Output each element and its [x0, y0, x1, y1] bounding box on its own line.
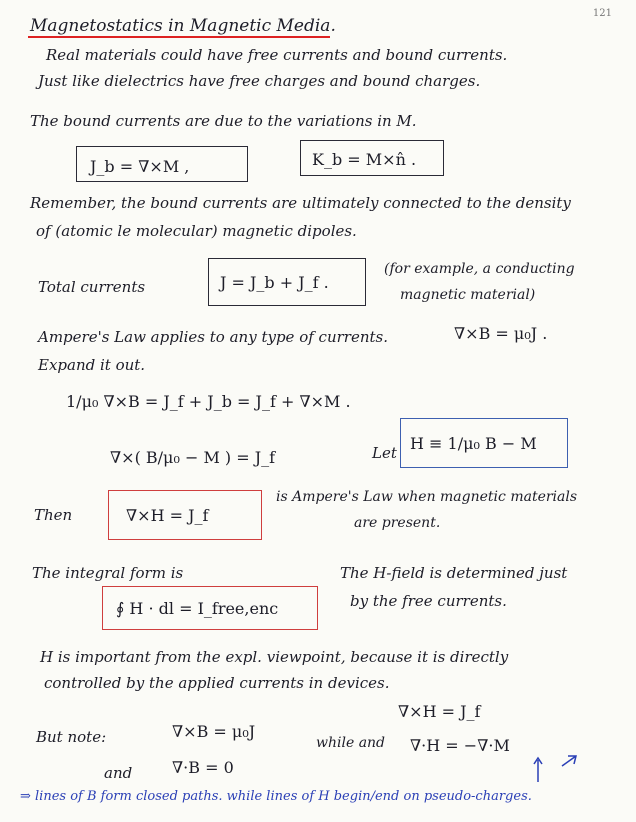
and-label: and	[104, 764, 133, 782]
total-currents-label: Total currents	[38, 278, 146, 296]
ampere-line: Ampere's Law applies to any type of currents.	[38, 328, 388, 346]
page-title: Magnetostatics in Magnetic Media.	[30, 16, 336, 36]
eq-h-def: H ≡ 1/μ₀ B − M	[410, 434, 537, 453]
eq-expand: 1/μ₀ ∇×B = J_f + J_b = J_f + ∇×M .	[66, 392, 351, 411]
hfield-line-2: by the free currents.	[350, 592, 507, 610]
line-4: Remember, the bound currents are ultimately connected to the density	[30, 194, 571, 212]
example-1: (for example, a conducting	[384, 261, 575, 277]
line-5: of (atomic le molecular) magnetic dipoles.	[36, 222, 357, 240]
eq-curl-h: ∇×H = J_f	[398, 702, 481, 721]
line-2: Just like dielectrics have free charges and bound charges.	[38, 72, 481, 90]
eq-div-b: ∇·B = 0	[172, 758, 234, 777]
let-label: Let	[372, 444, 397, 462]
integral-label: The integral form is	[32, 564, 184, 582]
eq-ampere-h: ∇×H = J_f	[126, 506, 209, 525]
expand-line: Expand it out.	[38, 356, 146, 374]
eq-total: J = J_b + J_f .	[220, 273, 329, 292]
hfield-line: The H-field is determined just	[340, 564, 568, 582]
line-3: The bound currents are due to the variations in M.	[30, 112, 417, 130]
title-underline	[28, 36, 330, 38]
then-label: Then	[34, 506, 73, 524]
eq-combine: ∇×( B/μ₀ − M ) = J_f	[110, 448, 276, 467]
ampere-eq: ∇×B = μ₀J .	[454, 324, 548, 343]
final-line: ⇒ lines of B form closed paths. while lines of H begin/end on pseudo-charges.	[20, 789, 532, 804]
then-desc: is Ampere's Law when magnetic materials	[276, 489, 578, 505]
eq-jb: J_b = ∇×M ,	[90, 157, 190, 176]
arrows-annotation	[532, 752, 582, 786]
eq-kb: K_b = M×n̂ .	[312, 150, 417, 169]
example-2: magnetic material)	[400, 287, 536, 303]
importance-1: H is important from the expl. viewpoint, because it is directly	[40, 648, 509, 666]
while-label: while and	[316, 735, 386, 751]
line-1: Real materials could have free currents and bound currents.	[46, 46, 508, 64]
eq-curl-b: ∇×B = μ₀J	[172, 722, 256, 741]
then-desc-2: are present.	[354, 515, 441, 531]
eq-div-h: ∇·H = −∇·M	[410, 736, 510, 755]
page-number: 121	[592, 8, 612, 19]
but-note: But note:	[36, 728, 107, 746]
importance-2: controlled by the applied currents in devices.	[44, 674, 390, 692]
eq-integral: ∮ H · dl = I_free,enc	[116, 599, 279, 618]
